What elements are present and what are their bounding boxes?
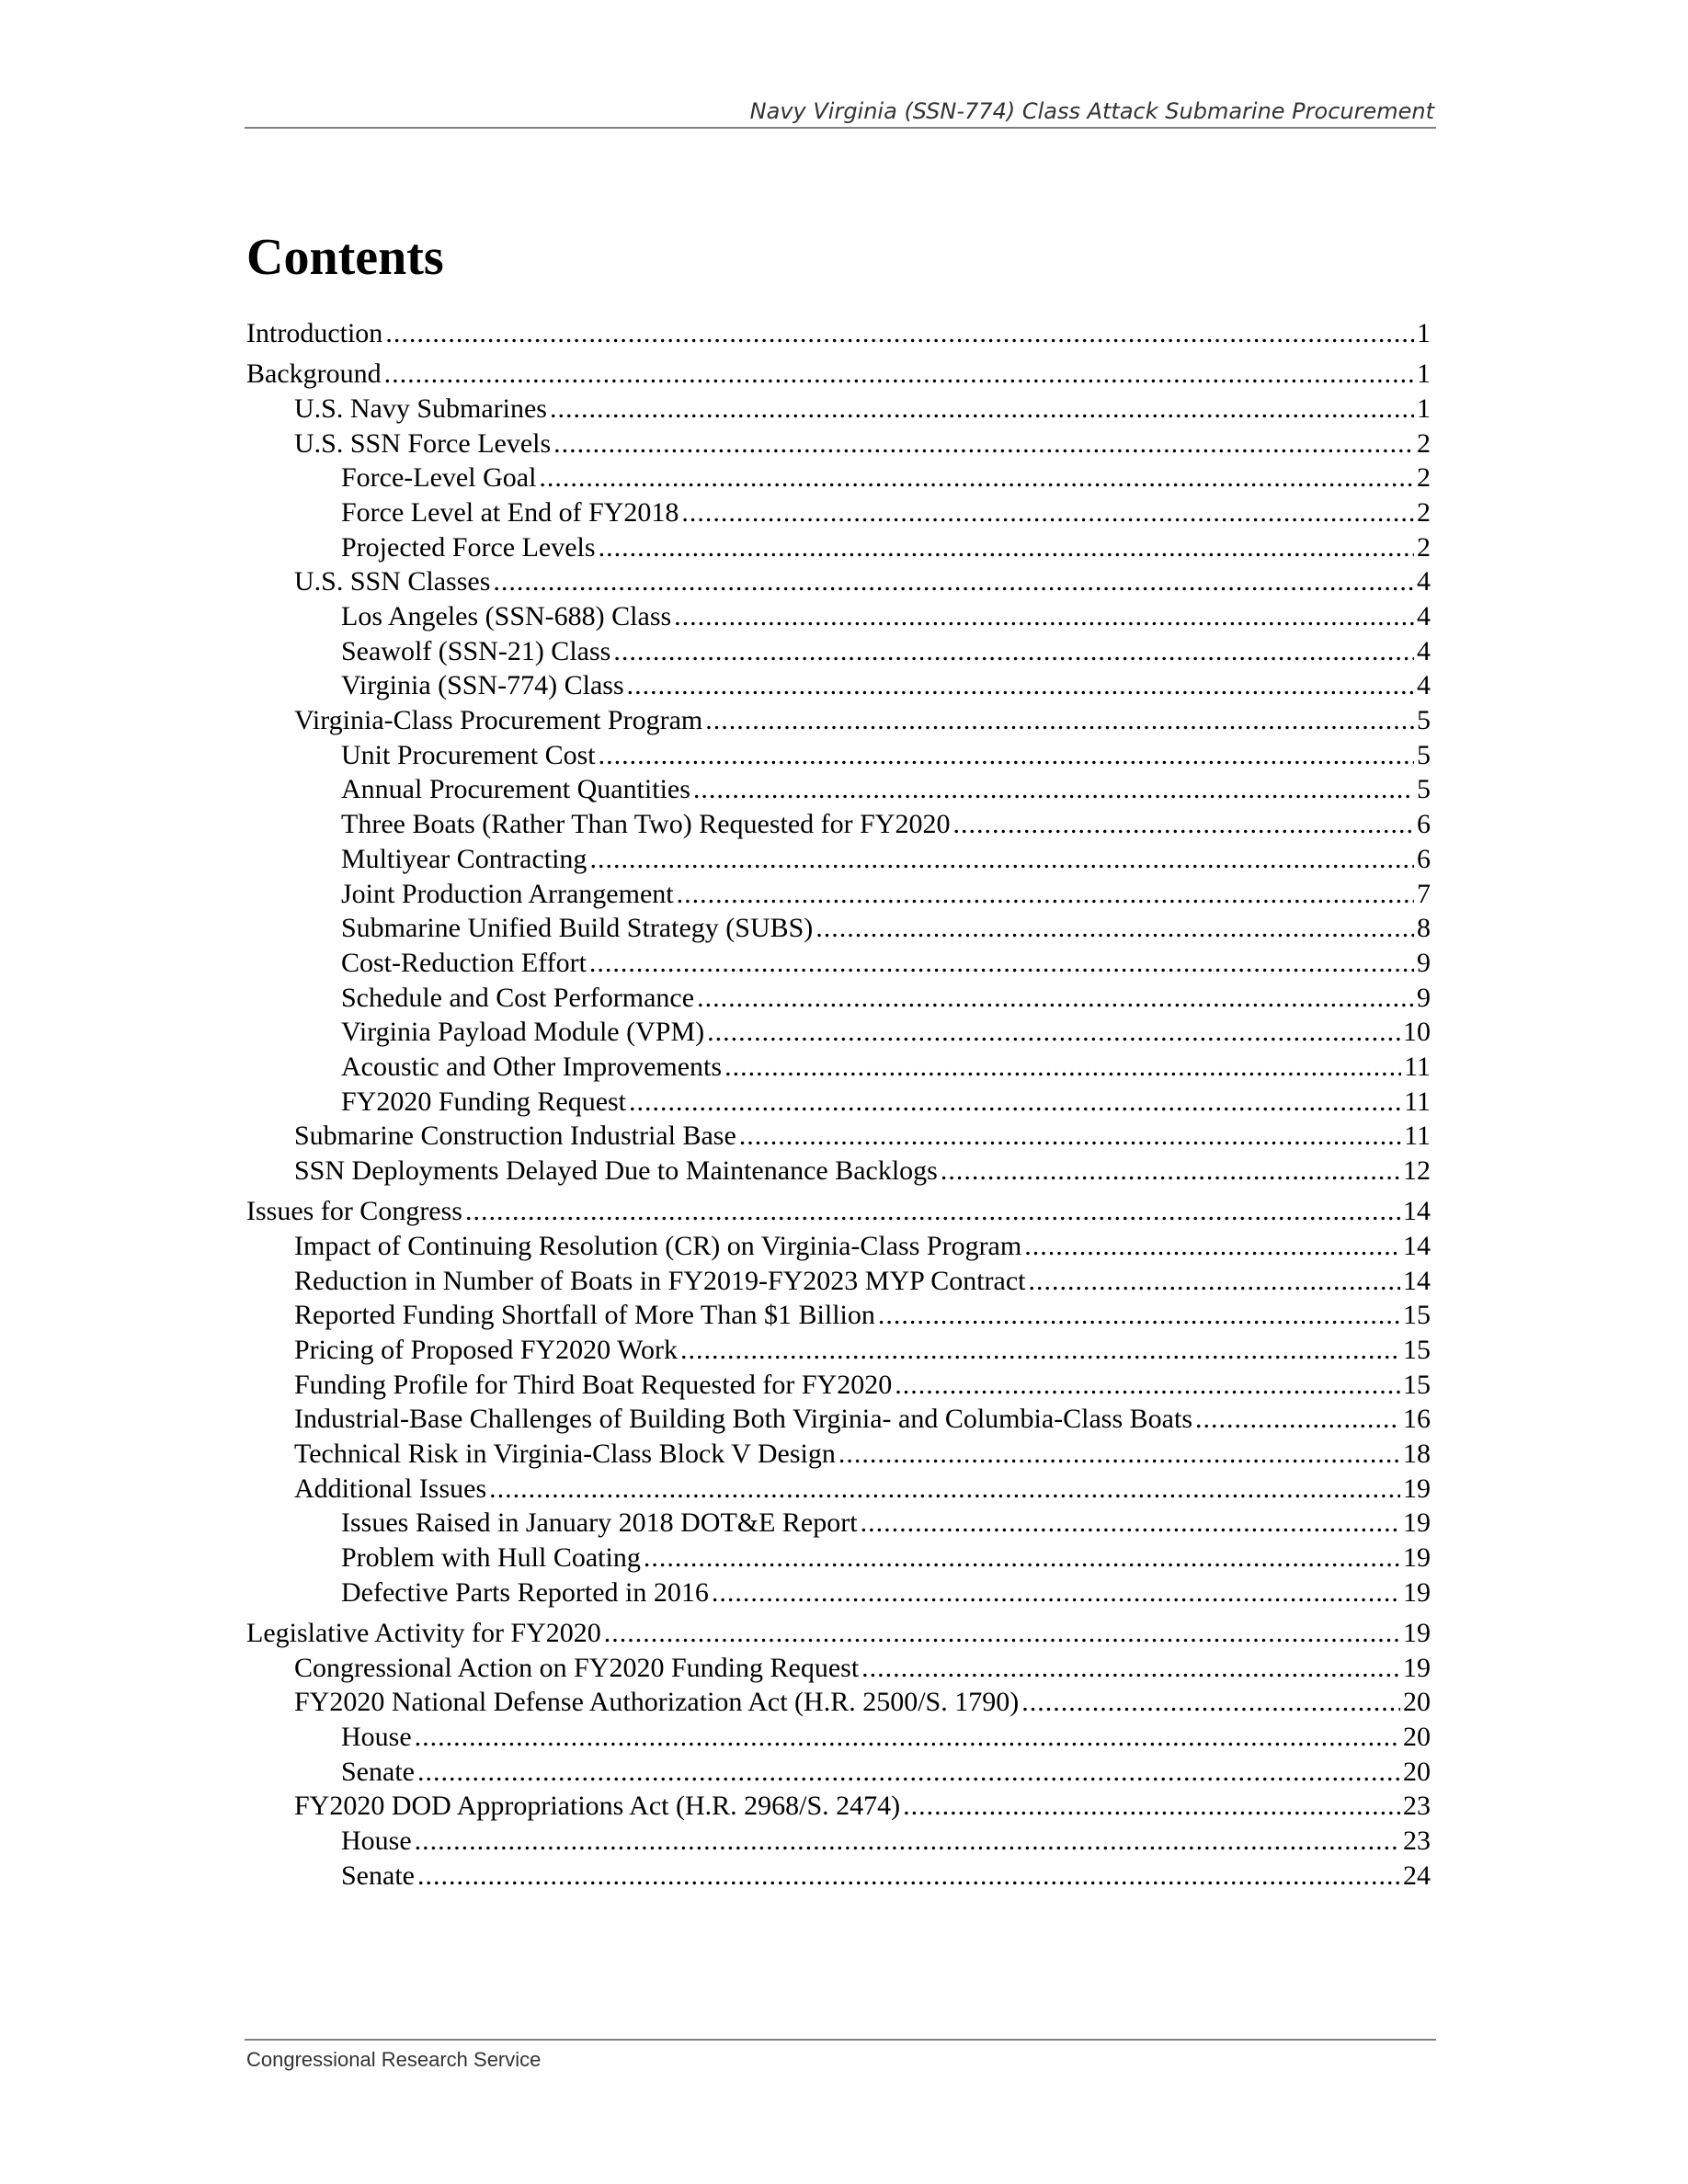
- toc-entry-page-number: 5: [1417, 705, 1431, 736]
- toc-entry[interactable]: [246, 1472, 1431, 1507]
- toc-entry-title: Submarine Construction Industrial Base: [294, 1120, 736, 1152]
- toc-entry-title: U.S. SSN Classes: [294, 566, 491, 597]
- toc-entry-page-number: 19: [1403, 1576, 1431, 1608]
- toc-entry-page-number: 20: [1403, 1687, 1431, 1718]
- toc-entry-page-number: 6: [1417, 809, 1431, 840]
- toc-entry[interactable]: [246, 1755, 1431, 1790]
- toc-entry-page-number: 19: [1403, 1542, 1431, 1574]
- toc-dot-leader: [1195, 1402, 1400, 1437]
- toc-entry-title: Joint Production Arrangement: [341, 878, 674, 909]
- toc-entry[interactable]: [246, 392, 1431, 427]
- toc-dot-leader: [539, 461, 1414, 495]
- toc-entry-title: Seawolf (SSN-21) Class: [341, 635, 611, 666]
- toc-entry-title: Industrial-Base Challenges of Building Both Virginia- and Columbia-Class Boats: [294, 1404, 1192, 1435]
- toc-entry[interactable]: [246, 599, 1431, 634]
- toc-entry[interactable]: [246, 668, 1431, 703]
- toc-entry-page-number: 2: [1417, 496, 1431, 528]
- toc-entry[interactable]: [246, 1264, 1431, 1299]
- toc-entry[interactable]: [246, 1616, 1431, 1651]
- toc-entry-page-number: 4: [1417, 601, 1431, 631]
- toc-dot-leader: [739, 1119, 1401, 1154]
- toc-entry-page-number: 15: [1403, 1300, 1431, 1331]
- toc-entry-page-number: 11: [1404, 1086, 1431, 1117]
- toc-entry-page-number: 9: [1417, 982, 1431, 1013]
- toc-entry-page-number: 5: [1417, 774, 1431, 805]
- footer-source: Congressional Research Service: [246, 2048, 542, 2071]
- toc-dot-leader: [895, 1368, 1400, 1403]
- toc-entry-title: Background: [246, 358, 382, 390]
- toc-entry-title: Annual Procurement Quantities: [341, 774, 690, 805]
- toc-entry-title: Introduction: [246, 318, 383, 348]
- toc-entry[interactable]: [246, 427, 1431, 461]
- toc-entry-title: House: [341, 1722, 412, 1752]
- toc-entry-page-number: 16: [1403, 1404, 1431, 1435]
- toc-entry-title: Legislative Activity for FY2020: [246, 1617, 601, 1648]
- toc-dot-leader: [553, 427, 1414, 461]
- toc-entry[interactable]: [246, 1333, 1431, 1368]
- toc-dot-leader: [415, 1720, 1400, 1755]
- toc-dot-leader: [627, 668, 1414, 703]
- toc-entry[interactable]: [246, 1119, 1431, 1154]
- toc-entry[interactable]: [246, 1651, 1431, 1686]
- toc-entry-page-number: 1: [1417, 392, 1431, 424]
- toc-entry-title: Virginia (SSN-774) Class: [341, 670, 624, 701]
- running-title: Navy Virginia (SSN-774) Class Attack Submarine Procurement: [749, 98, 1434, 124]
- toc-entry[interactable]: [246, 772, 1431, 807]
- table-of-contents: [246, 316, 1431, 1893]
- toc-entry-page-number: 15: [1403, 1369, 1431, 1400]
- toc-entry-page-number: 7: [1417, 878, 1431, 909]
- toc-dot-leader: [1029, 1264, 1400, 1299]
- toc-entry-title: Multiyear Contracting: [341, 843, 587, 874]
- toc-entry[interactable]: [246, 564, 1431, 599]
- toc-entry[interactable]: [246, 1402, 1431, 1437]
- toc-entry[interactable]: [246, 461, 1431, 495]
- toc-entry-title: Three Boats (Rather Than Two) Requested for FY2020: [341, 809, 951, 840]
- toc-entry-title: Senate: [341, 1860, 415, 1891]
- toc-entry-page-number: 18: [1403, 1439, 1431, 1469]
- toc-entry-title: Technical Risk in Virginia-Class Block V Design: [294, 1439, 836, 1469]
- toc-dot-leader: [693, 772, 1414, 807]
- toc-dot-leader: [680, 1333, 1400, 1368]
- toc-entry-page-number: 19: [1403, 1652, 1431, 1683]
- toc-entry-title: Impact of Continuing Resolution (CR) on Virginia-Class Program: [294, 1230, 1022, 1261]
- toc-entry[interactable]: [246, 738, 1431, 773]
- toc-entry-page-number: 23: [1403, 1826, 1431, 1857]
- toc-entry-title: Defective Parts Reported in 2016: [341, 1576, 709, 1608]
- toc-entry[interactable]: [246, 1859, 1431, 1894]
- toc-entry[interactable]: [246, 1789, 1431, 1824]
- toc-entry[interactable]: [246, 1154, 1431, 1189]
- toc-dot-leader: [681, 495, 1414, 530]
- toc-entry-title: Problem with Hull Coating: [341, 1542, 641, 1574]
- toc-entry-page-number: 4: [1417, 670, 1431, 701]
- toc-dot-leader: [644, 1541, 1400, 1575]
- toc-dot-leader: [599, 738, 1414, 773]
- toc-dot-leader: [489, 1472, 1400, 1507]
- toc-entry[interactable]: [246, 1506, 1431, 1541]
- toc-entry-page-number: 1: [1417, 358, 1431, 390]
- toc-entry-page-number: 20: [1403, 1756, 1431, 1787]
- toc-entry[interactable]: [246, 981, 1431, 1016]
- toc-dot-leader: [878, 1298, 1400, 1333]
- toc-entry-title: Congressional Action on FY2020 Funding Request: [294, 1652, 860, 1683]
- toc-entry-title: Virginia Payload Module (VPM): [341, 1017, 705, 1048]
- toc-entry-page-number: 8: [1417, 913, 1431, 944]
- toc-entry-title: Cost-Reduction Effort: [341, 947, 587, 978]
- toc-dot-leader: [861, 1651, 1400, 1686]
- toc-entry-page-number: 14: [1403, 1230, 1431, 1261]
- toc-dot-leader: [417, 1859, 1400, 1894]
- toc-dot-leader: [712, 1575, 1400, 1610]
- toc-entry[interactable]: [246, 1541, 1431, 1575]
- toc-dot-leader: [724, 1050, 1401, 1085]
- toc-entry-title: SSN Deployments Delayed Due to Maintenance Backlogs: [294, 1155, 938, 1186]
- toc-dot-leader: [629, 1085, 1401, 1120]
- toc-entry-title: Issues for Congress: [246, 1196, 462, 1227]
- toc-entry[interactable]: [246, 316, 1431, 351]
- toc-entry-title: House: [341, 1826, 412, 1857]
- toc-dot-leader: [1021, 1685, 1400, 1720]
- toc-entry-title: U.S. Navy Submarines: [294, 392, 547, 424]
- toc-entry-page-number: 15: [1403, 1334, 1431, 1365]
- toc-entry-title: Reduction in Number of Boats in FY2019-FY2023 MYP Contract: [294, 1265, 1026, 1296]
- toc-entry-title: Force Level at End of FY2018: [341, 496, 679, 528]
- toc-entry-title: Acoustic and Other Improvements: [341, 1051, 723, 1082]
- toc-entry-page-number: 23: [1403, 1791, 1431, 1822]
- toc-dot-leader: [674, 599, 1414, 634]
- toc-entry[interactable]: [246, 634, 1431, 669]
- toc-entry-title: FY2020 DOD Appropriations Act (H.R. 2968/S. 2474): [294, 1791, 901, 1822]
- toc-entry[interactable]: [246, 946, 1431, 981]
- toc-dot-leader: [861, 1506, 1400, 1541]
- toc-dot-leader: [613, 634, 1414, 669]
- toc-entry[interactable]: [246, 1824, 1431, 1859]
- page-header: [245, 96, 1436, 129]
- toc-dot-leader: [493, 564, 1414, 599]
- toc-entry-title: Force-Level Goal: [341, 462, 537, 494]
- toc-entry-page-number: 11: [1404, 1120, 1431, 1152]
- toc-entry-title: Los Angeles (SSN-688) Class: [341, 601, 672, 631]
- toc-dot-leader: [941, 1154, 1400, 1189]
- toc-dot-leader: [604, 1616, 1400, 1651]
- toc-dot-leader: [815, 911, 1414, 946]
- toc-entry[interactable]: [246, 530, 1431, 565]
- toc-entry[interactable]: [246, 842, 1431, 877]
- toc-entry[interactable]: [246, 1575, 1431, 1610]
- toc-dot-leader: [952, 807, 1414, 842]
- toc-entry[interactable]: [246, 1085, 1431, 1120]
- toc-entry-page-number: 4: [1417, 566, 1431, 597]
- toc-dot-leader: [599, 530, 1414, 565]
- toc-entry-page-number: 6: [1417, 843, 1431, 874]
- toc-entry-page-number: 24: [1403, 1860, 1431, 1891]
- contents-heading: Contents: [246, 229, 444, 286]
- toc-entry-title: Pricing of Proposed FY2020 Work: [294, 1334, 679, 1365]
- toc-entry-title: Virginia-Class Procurement Program: [294, 705, 703, 736]
- toc-entry-page-number: 10: [1403, 1017, 1431, 1048]
- toc-entry-page-number: 4: [1417, 635, 1431, 666]
- toc-entry[interactable]: [246, 1194, 1431, 1229]
- toc-entry-page-number: 12: [1403, 1155, 1431, 1186]
- toc-entry[interactable]: [246, 1368, 1431, 1403]
- toc-dot-leader: [384, 357, 1414, 392]
- toc-entry-title: Submarine Unified Build Strategy (SUBS): [341, 913, 814, 944]
- toc-entry-page-number: 20: [1403, 1722, 1431, 1752]
- toc-entry-title: FY2020 Funding Request: [341, 1086, 627, 1117]
- toc-dot-leader: [417, 1755, 1400, 1790]
- toc-entry-page-number: 1: [1417, 318, 1431, 348]
- toc-entry-page-number: 9: [1417, 947, 1431, 978]
- toc-entry-page-number: 2: [1417, 531, 1431, 563]
- toc-entry-page-number: 19: [1403, 1507, 1431, 1539]
- toc-entry-page-number: 11: [1404, 1051, 1431, 1082]
- toc-dot-leader: [707, 1015, 1400, 1050]
- toc-entry-title: Reported Funding Shortfall of More Than $1 Billion: [294, 1300, 875, 1331]
- toc-entry[interactable]: [246, 357, 1431, 392]
- toc-entry[interactable]: [246, 1229, 1431, 1264]
- toc-dot-leader: [465, 1194, 1400, 1229]
- toc-entry-title: Schedule and Cost Performance: [341, 982, 695, 1013]
- toc-dot-leader: [589, 946, 1414, 981]
- toc-entry[interactable]: [246, 1685, 1431, 1720]
- toc-entry[interactable]: [246, 1298, 1431, 1333]
- toc-entry-title: Issues Raised in January 2018 DOT&E Report: [341, 1507, 858, 1539]
- toc-entry-title: Unit Procurement Cost: [341, 739, 596, 770]
- toc-entry[interactable]: [246, 1015, 1431, 1050]
- toc-dot-leader: [705, 703, 1414, 738]
- toc-entry[interactable]: [246, 877, 1431, 912]
- toc-dot-leader: [589, 842, 1414, 877]
- toc-entry-title: Additional Issues: [294, 1473, 487, 1504]
- toc-dot-leader: [838, 1437, 1400, 1472]
- toc-dot-leader: [385, 316, 1414, 351]
- page-footer: [245, 2039, 1436, 2071]
- toc-dot-leader: [677, 877, 1414, 912]
- toc-entry-page-number: 14: [1403, 1196, 1431, 1227]
- toc-entry-page-number: 2: [1417, 462, 1431, 494]
- toc-entry[interactable]: [246, 807, 1431, 842]
- toc-entry[interactable]: [246, 911, 1431, 946]
- toc-entry-page-number: 5: [1417, 739, 1431, 770]
- toc-dot-leader: [697, 981, 1414, 1016]
- toc-entry-title: Projected Force Levels: [341, 531, 596, 563]
- toc-entry-page-number: 19: [1403, 1473, 1431, 1504]
- toc-entry[interactable]: [246, 1720, 1431, 1755]
- toc-entry-title: U.S. SSN Force Levels: [294, 427, 552, 459]
- toc-entry-page-number: 14: [1403, 1265, 1431, 1296]
- toc-entry-page-number: 19: [1403, 1617, 1431, 1648]
- toc-entry[interactable]: [246, 1050, 1431, 1085]
- toc-dot-leader: [415, 1824, 1400, 1859]
- toc-entry[interactable]: [246, 495, 1431, 530]
- toc-dot-leader: [1024, 1229, 1400, 1264]
- toc-entry-title: FY2020 National Defense Authorization Act (H.R. 2500/S. 1790): [294, 1687, 1020, 1718]
- toc-dot-leader: [903, 1789, 1400, 1824]
- toc-entry-page-number: 2: [1417, 427, 1431, 459]
- toc-entry[interactable]: [246, 1437, 1431, 1472]
- toc-entry[interactable]: [246, 703, 1431, 738]
- toc-entry-title: Funding Profile for Third Boat Requested for FY2020: [294, 1369, 893, 1400]
- toc-dot-leader: [550, 392, 1414, 427]
- toc-entry-title: Senate: [341, 1756, 415, 1787]
